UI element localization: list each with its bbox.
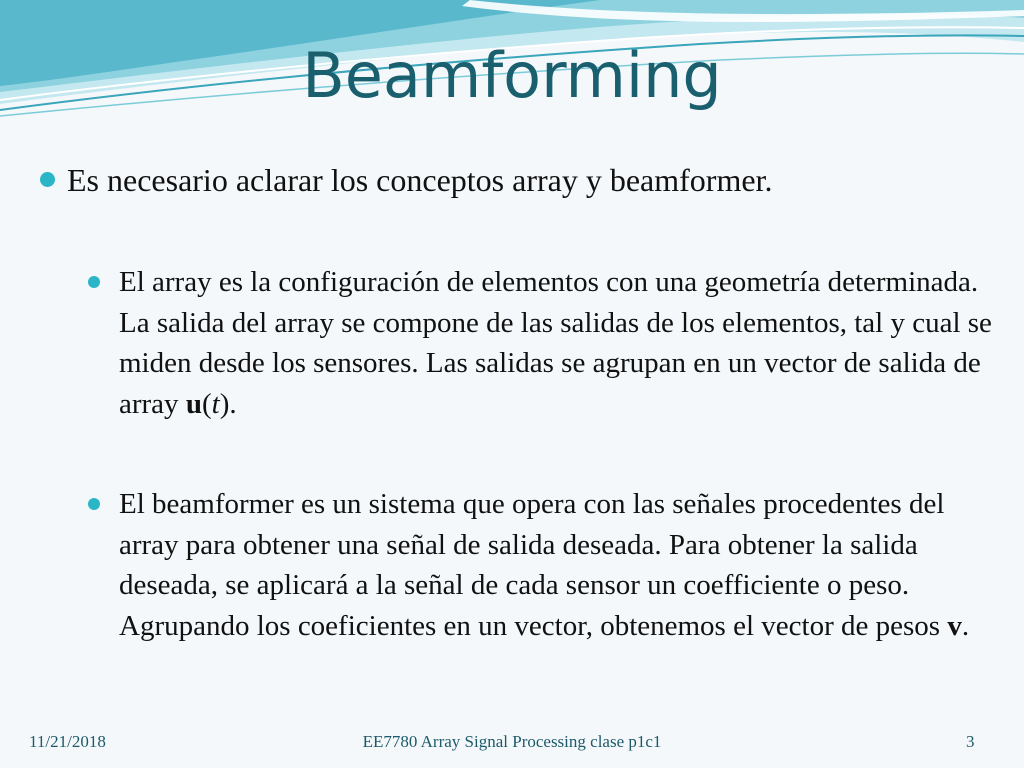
- footer-page-number: 3: [966, 732, 975, 751]
- array-description: El array es la configuración de elementos con una geometría determinada. La salida del array se compone de las salidas de los elementos, tal y cual se miden desde los sensores. Las salidas se agrupan en un vector de salida de array: [119, 266, 992, 420]
- footer-course: EE7780 Array Signal Processing clase p1c1: [362, 732, 662, 751]
- bullet-main: [40, 160, 990, 200]
- bullet-dot-icon: [88, 276, 100, 288]
- weight-vector-symbol: v: [947, 609, 962, 642]
- bullet-sub-beamformer: [88, 484, 993, 646]
- bullet-dot-icon: [40, 172, 55, 187]
- slide-title: Beamforming: [302, 39, 722, 112]
- bullet-sub-array: [88, 262, 993, 424]
- period: .: [961, 609, 970, 642]
- bullet-main-text: Es necesario aclarar los conceptos array y beamformer.: [67, 162, 773, 198]
- bullet-sub-beamformer-text: [119, 484, 993, 646]
- paren-close: ).: [219, 387, 237, 420]
- bullet-dot-icon: [88, 498, 100, 510]
- output-vector-symbol: u: [185, 387, 202, 420]
- time-variable: t: [211, 387, 220, 420]
- bullet-sub-array-text: [119, 262, 993, 424]
- beamformer-description: El beamformer es un sistema que opera con las señales procedentes del array para obtener una señal de salida deseada. Para obtener la salida deseada, se aplicará a la señal de cada sensor un coefficiente o peso. Agrupando los coeficientes en un vector, obtenemos el vector de pesos: [119, 488, 948, 642]
- paren-open: (: [201, 387, 212, 420]
- footer-date: 11/21/2018: [29, 732, 106, 751]
